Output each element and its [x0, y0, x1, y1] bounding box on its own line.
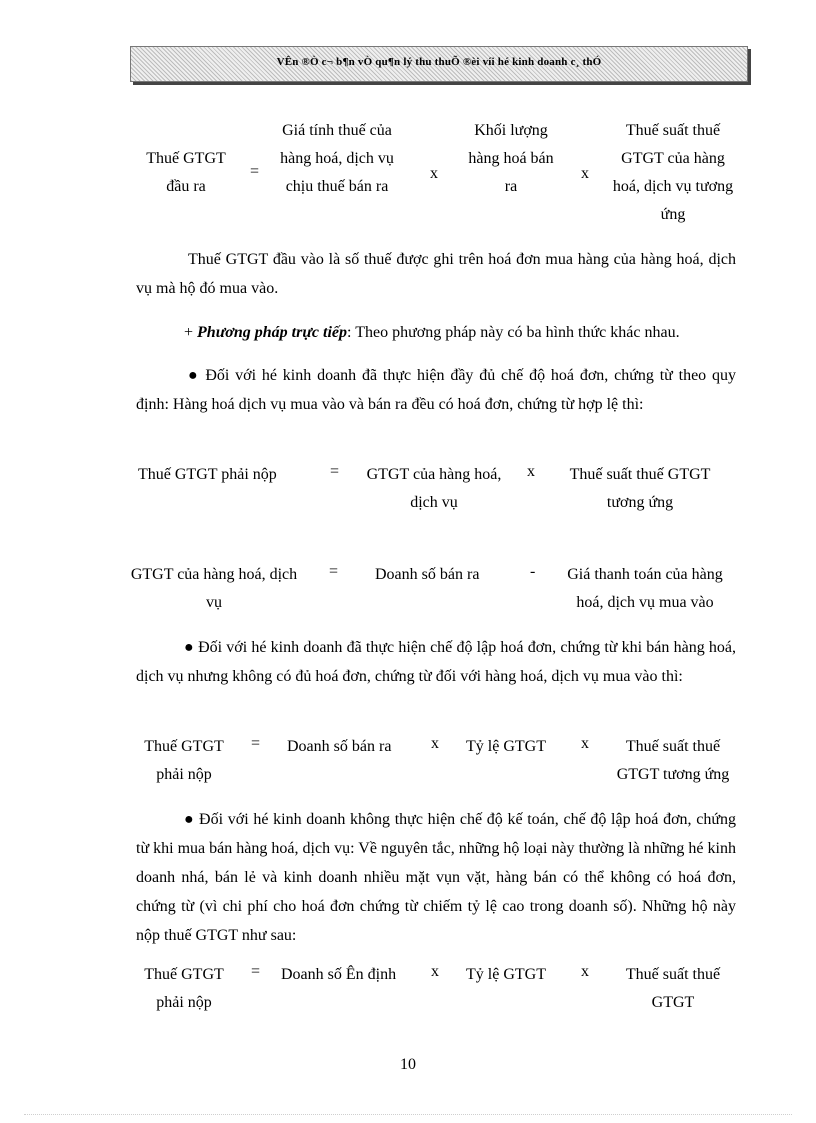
formula2-times: x	[527, 463, 535, 480]
formula3-minus: -	[530, 563, 536, 580]
formula4-times1: x	[431, 735, 439, 752]
bullet-no-accounting: ● Đối với hé kinh doanh không thực hiện chế độ kế toán, chế độ lập hoá đơn, chứng từ khi mua bán hàng hoá, dịch vụ: Về nguyên tắc, những hộ loại này thường là những hé kinh doanh nhá, bán lẻ và kinh doanh nhiều mặt vụn vặt, hàng bán có thể không có hoá đơn, chứng từ (vì chi phí cho hoá đơn chứng từ chiếm tỷ lệ cao trong doanh số). Những hộ này nộp thuế GTGT như sau:	[136, 811, 736, 944]
formula5-equals: =	[251, 963, 261, 980]
formula1-lhs: Thuế GTGT đầu ra	[146, 150, 226, 195]
formula1-term2: Khối lượng hàng hoá bán ra	[468, 122, 554, 195]
formula3-lhs: GTGT của hàng hoá, dịch vụ	[130, 566, 298, 611]
formula5-times1: x	[431, 963, 439, 980]
formula4-term3: Thuế suất thuế GTGT tương ứng	[616, 738, 730, 783]
running-header	[130, 46, 748, 82]
formula2-term1: GTGT của hàng hoá, dịch vụ	[366, 466, 502, 511]
formula4-term2: Tỷ lệ GTGT	[466, 738, 546, 755]
formula5-term2: Tỷ lệ GTGT	[466, 966, 546, 983]
formula1-term1: Giá tính thuế của hàng hoá, dịch vụ chịu thuế bán ra	[280, 122, 394, 195]
paragraph-direct-method: + Phương pháp trực tiếp: Theo phương pháp này có ba hình thức khác nhau.	[184, 324, 680, 341]
formula1-equals: =	[250, 163, 260, 180]
formula3-term2: Giá thanh toán của hàng hoá, dịch vụ mua vào	[567, 566, 723, 611]
bullet-full-invoices: ● Đối với hé kinh doanh đã thực hiện đầy đủ chế độ hoá đơn, chứng từ theo quy định: Hàng hoá dịch vụ mua vào và bán ra đều có hoá đơn, chứng từ hợp lệ thì:	[136, 367, 737, 413]
page-number: 10	[400, 1056, 416, 1073]
formula3-equals: =	[329, 563, 339, 580]
formula3-term1: Doanh số bán ra	[375, 566, 480, 583]
footer-divider	[24, 1114, 792, 1115]
formula2-term2: Thuế suất thuế GTGT tương ứng	[569, 466, 711, 511]
paragraph-input-vat: Thuế GTGT đầu vào là số thuế được ghi trên hoá đơn mua hàng của hàng hoá, dịch vụ mà hộ đó mua vào.	[136, 251, 736, 297]
formula1-term3: Thuế suất thuế GTGT của hàng hoá, dịch vụ tương ứng	[612, 122, 734, 223]
formula2-equals: =	[330, 463, 340, 480]
formula2-lhs: Thuế GTGT phải nộp	[138, 466, 277, 483]
formula4-term1: Doanh số bán ra	[287, 738, 392, 755]
formula4-lhs: Thuế GTGT phải nộp	[144, 738, 224, 783]
formula1-times1: x	[430, 165, 438, 182]
formula4-times2: x	[581, 735, 589, 752]
formula1-times2: x	[581, 165, 589, 182]
formula5-term1: Doanh số Ên định	[281, 966, 397, 983]
bullet-icon: ●	[184, 811, 195, 828]
bullet-partial-invoices: ● Đối với hé kinh doanh đã thực hiện chế độ lập hoá đơn, chứng từ khi bán hàng hoá, dịch vụ nhưng không có đủ hoá đơn, chứng từ đối với hàng hoá, dịch vụ mua vào thì:	[136, 639, 737, 685]
formula5-lhs: Thuế GTGT phải nộp	[144, 966, 224, 1011]
direct-method-label: Phương pháp trực tiếp	[197, 324, 348, 341]
running-header-title: VÊn ®Ò c¬ b¶n vÒ qu¶n lý thu thuÕ ®èi víi hé kinh doanh c¸ thÓ	[276, 56, 602, 68]
formula5-times2: x	[581, 963, 589, 980]
bullet-icon: ●	[184, 639, 194, 656]
formula4-equals: =	[251, 735, 261, 752]
formula5-term3: Thuế suất thuế GTGT	[625, 966, 721, 1011]
bullet-icon: ●	[188, 367, 200, 384]
